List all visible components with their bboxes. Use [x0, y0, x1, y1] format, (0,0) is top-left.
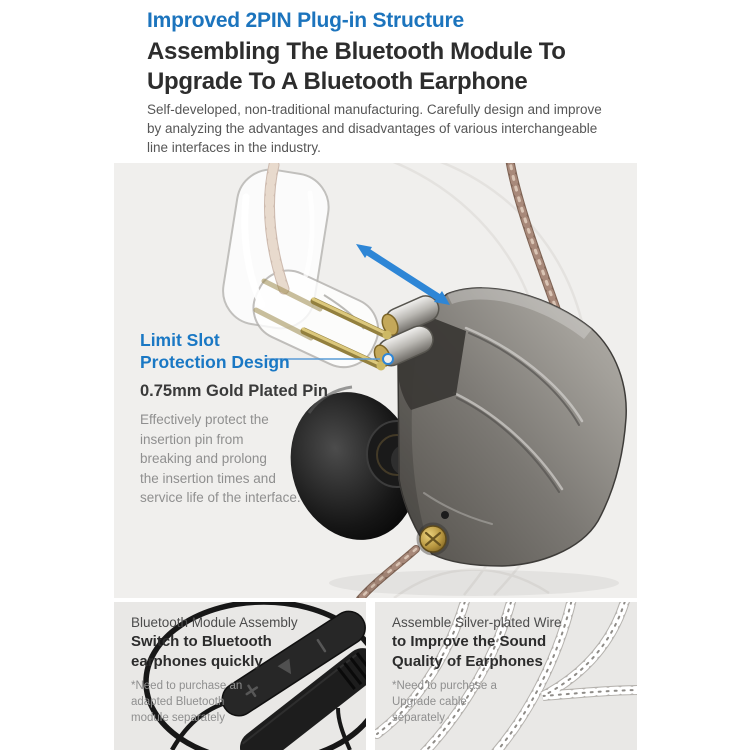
bluetooth-module-panel — [114, 602, 366, 750]
bluetooth-panel-heading: Bluetooth Module Assembly — [131, 615, 298, 630]
bluetooth-panel-text: Bluetooth Module Assembly Switch to Bluetooth earphones quickly *Need to purchase an adapted Bluetooth module separately — [131, 615, 298, 724]
intro-line2: by analyzing the advantages and disadvantages of various interchangeable — [147, 121, 598, 136]
page-title-line1: Assembling The Bluetooth Module To — [147, 38, 566, 65]
bluetooth-panel-note: *Need to purchase an adapted Bluetooth module separately — [131, 680, 243, 724]
callout-marker-icon — [383, 354, 393, 364]
silver-panel-note: *Need to purchase a Upgrade cable separately — [392, 680, 497, 724]
callout-block — [140, 329, 328, 508]
intro-line1: Self-developed, non-traditional manufacturing. Carefully design and improve — [147, 102, 602, 117]
transfer-arrow-icon — [356, 244, 450, 305]
silver-panel-heading: Assemble Silver-plated Wire — [392, 615, 562, 630]
hero-image — [114, 163, 637, 598]
page-title-line2: Upgrade To A Bluetooth Earphone — [147, 68, 528, 95]
drop-shadow — [329, 570, 619, 596]
silver-wire-panel — [375, 602, 637, 750]
callout-label-line2: Protection Design — [140, 352, 290, 372]
page-title — [147, 37, 566, 97]
gold-screw — [418, 524, 448, 554]
vent-hole — [441, 511, 449, 519]
eyebrow-heading: Improved 2PIN Plug-in Structure — [147, 9, 465, 32]
intro-line3: line interfaces in the industry. — [147, 140, 321, 155]
callout-label-line1: Limit Slot — [140, 330, 220, 350]
silver-panel-text: Assemble Silver-plated Wire to Improve the Sound Quality of Earphones *Need to purchase a Upgrade cable separately — [392, 615, 562, 724]
callout-subtitle: 0.75mm Gold Plated Pin — [140, 382, 328, 400]
callout-body: Effectively protect the insertion pin from breaking and prolong the insertion times and service life of the interface. — [140, 412, 301, 505]
intro-paragraph — [147, 100, 602, 157]
earphone-illustration — [398, 288, 626, 566]
